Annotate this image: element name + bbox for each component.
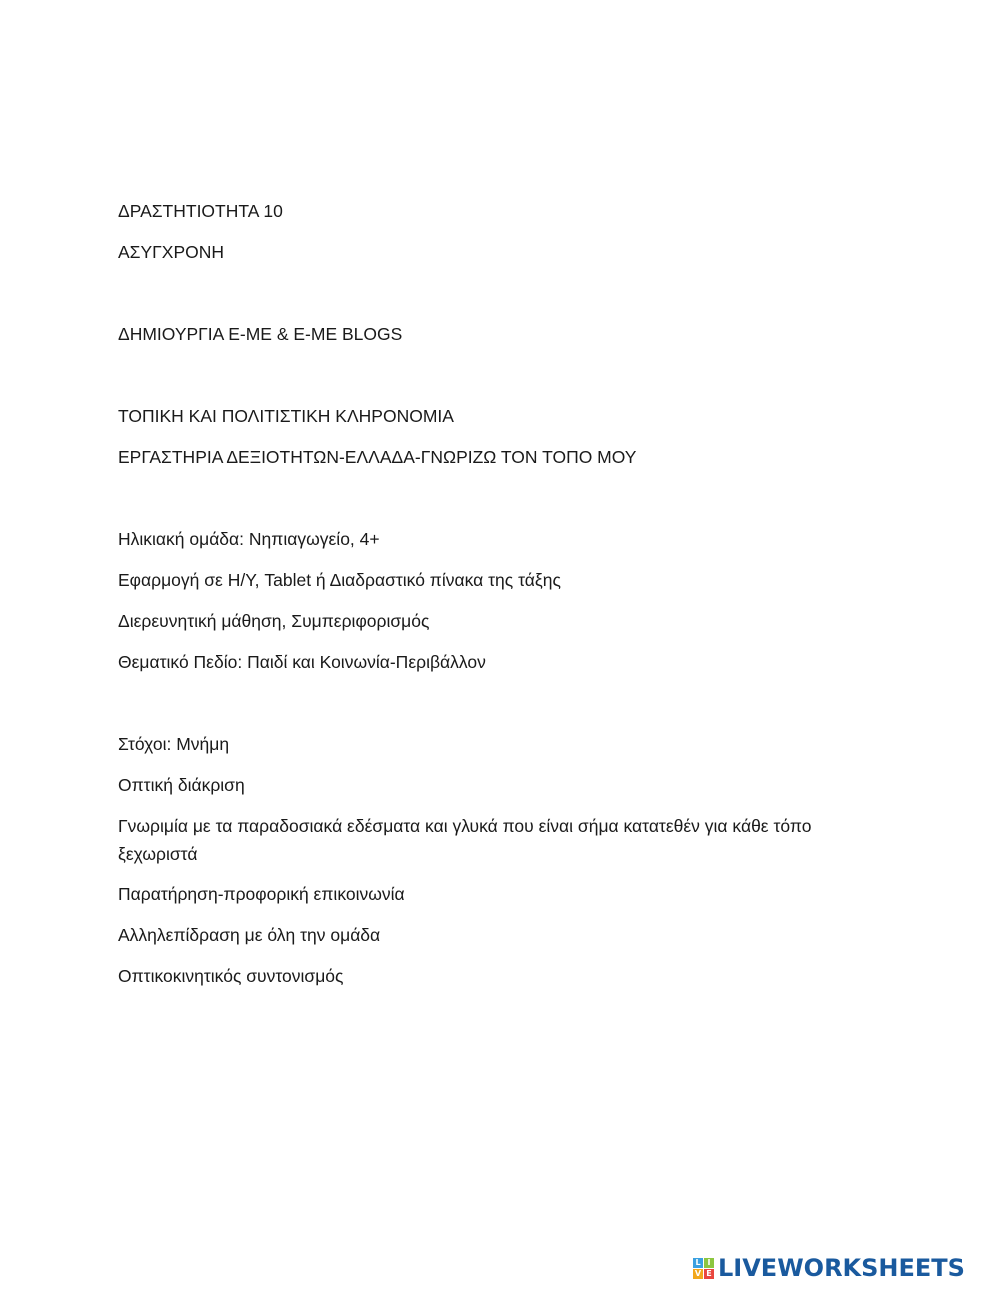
badge-letter: L (693, 1258, 703, 1268)
goal-traditional-foods: Γνωριμία με τα παραδοσιακά εδέσματα και γλυκά που είναι σήμα κατατεθέν για κάθε τόπο ξεχωριστά (118, 816, 812, 864)
goal-memory: Στόχοι: Μνήμη (118, 734, 230, 754)
goal-visual-discrimination: Οπτική διάκριση (118, 775, 245, 795)
application-devices: Εφαρμογή σε Η/Υ, Tablet ή Διαδραστικό πίνακα της τάξης (118, 570, 561, 590)
activity-topic: ΤΟΠΙΚΗ ΚΑΙ ΠΟΛΙΤΙΣΤΙΚΗ ΚΛΗΡΟΝΟΜΙΑ (118, 406, 454, 426)
goal-coordination: Οπτικοκινητικός συντονισμός (118, 966, 344, 986)
badge-letter: E (704, 1269, 714, 1279)
logo-text: LIVEWORKSHEETS (718, 1254, 965, 1282)
activity-mode: ΑΣΥΓΧΡΟΝΗ (118, 242, 225, 262)
goal-observation: Παρατήρηση-προφορική επικοινωνία (118, 884, 405, 904)
badge-letter: I (704, 1258, 714, 1268)
thematic-field: Θεματικό Πεδίο: Παιδί και Κοινωνία-Περιβάλλον (118, 652, 486, 672)
liveworksheets-logo (693, 1253, 965, 1283)
activity-platform: ΔΗΜΙΟΥΡΓΙΑ Ε-ΜΕ & Ε-ΜΕ BLOGS (118, 324, 403, 344)
live-badge-icon (693, 1258, 714, 1279)
activity-title: ΔΡΑΣΤΗΤΙΟΤΗΤΑ 10 (118, 201, 283, 221)
age-group: Ηλικιακή ομάδα: Νηπιαγωγείο, 4+ (118, 529, 380, 549)
learning-method: Διερευνητική μάθηση, Συμπεριφορισμός (118, 611, 430, 631)
activity-workshop: ΕΡΓΑΣΤΗΡΙΑ ΔΕΞΙΟΤΗΤΩΝ-ΕΛΛΑΔΑ-ΓΝΩΡΙΖΩ ΤΟΝ ΤΟΠΟ ΜΟΥ (118, 447, 637, 467)
badge-letter: V (694, 1268, 702, 1278)
goal-group-interaction: Αλληλεπίδραση με όλη την ομάδα (118, 925, 381, 945)
